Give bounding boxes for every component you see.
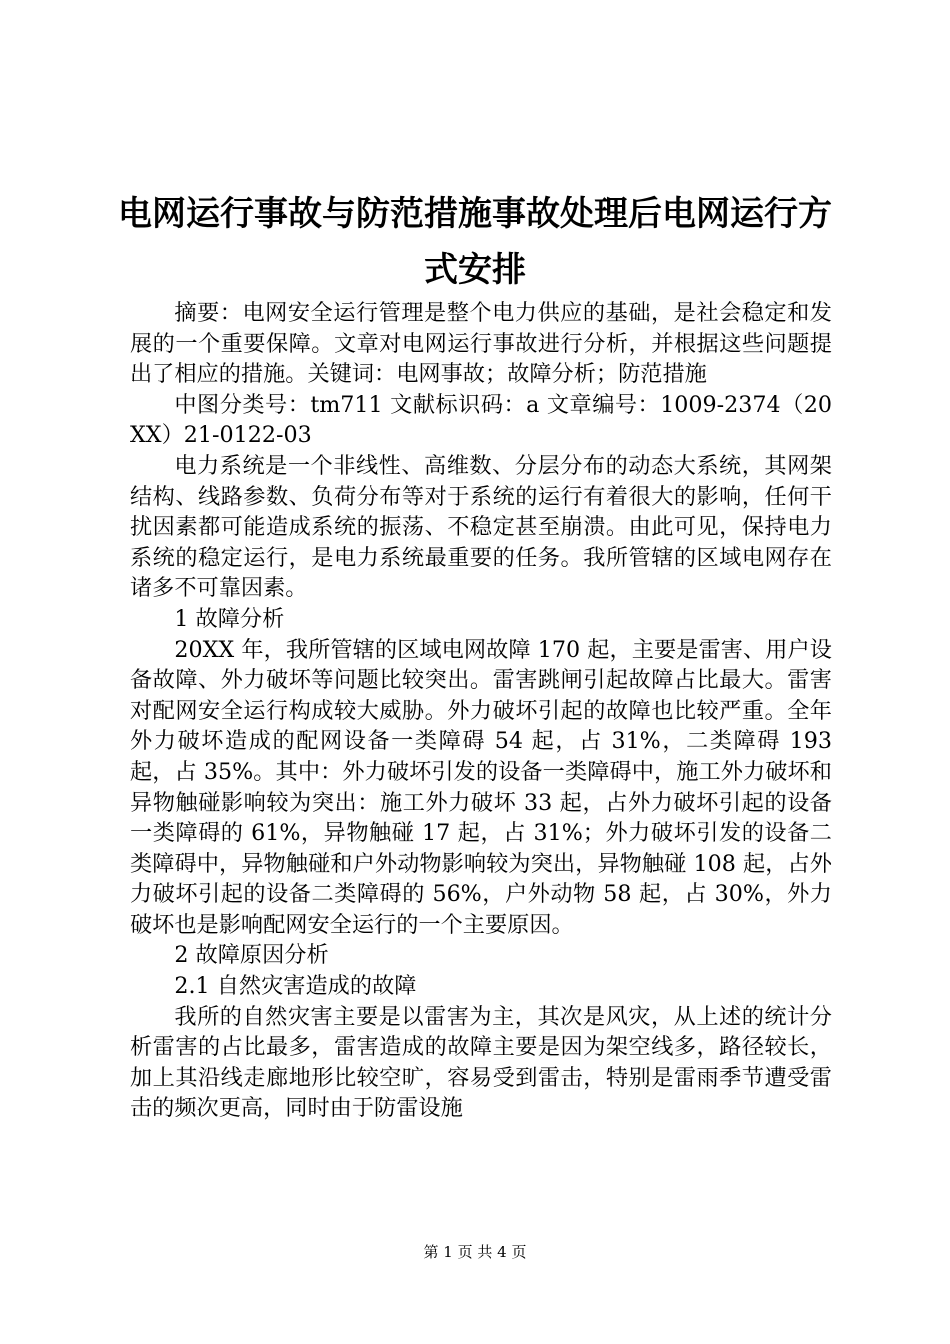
section-heading-2: 2 故障原因分析 — [174, 942, 329, 969]
document-body — [130, 298, 832, 1124]
intro-paragraph: 电力系统是一个非线性、高维数、分层分布的动态大系统，其网架结构、线路参数、负荷分布等对于系统的运行有着很大的影响，任何干扰因素都可能造成系统的振荡、不稳定甚至崩溃。由此可见，保持电力系统的稳定运行，是电力系统最重要的任务。我所管辖的区域电网存在诸多不可靠因素。 — [130, 452, 832, 602]
subsection-heading-2-1: 2.1 自然灾害造成的故障 — [174, 973, 417, 1000]
page-footer: 第 1 页 共 4 页 — [423, 1243, 527, 1261]
classification-paragraph: 中图分类号：tm711 文献标识码：a 文章编号：1009-2374（20XX）21-0122-03 — [130, 391, 832, 449]
fault-analysis-paragraph: 20XX 年，我所管辖的区域电网故障 170 起，主要是雷害、用户设备故障、外力破坏等问题比较突出。雷害跳闸引起故障占比最大。雷害对配网安全运行构成较大威胁。外力破坏引起的故障也比较严重。全年外力破坏造成的配网设备一类障碍 54 起，占 31%，二类障碍 193 起，占 35%。其中：外力破坏引发的设备一类障碍中，施工外力破坏和异物触碰影响较为突出：施工外力破坏 33 起，占外力破坏引起的设备一类障碍的 61%，异物触碰 17 起，占 31%；外力破坏引发的设备二类障碍中，异物触碰和户外动物影响较为突出，异物触碰 108 起，占外力破坏引起的设备二类障碍的 56%，户外动物 58 起，占 30%，外力破坏也是影响配网安全运行的一个主要原因。 — [130, 636, 832, 938]
document-title: 电网运行事故与防范措施事故处理后电网运行方式安排 — [118, 194, 832, 290]
natural-disaster-paragraph: 我所的自然灾害主要是以雷害为主，其次是风灾，从上述的统计分析雷害的占比最多，雷害造成的故障主要是因为架空线多，路径较长，加上其沿线走廊地形比较空旷，容易受到雷击，特别是雷雨季节遭受雷击的频次更高，同时由于防雷设施 — [130, 1003, 832, 1122]
section-heading-1: 1 故障分析 — [174, 605, 285, 632]
abstract-paragraph: 摘要：电网安全运行管理是整个电力供应的基础，是社会稳定和发展的一个重要保障。文章对电网运行事故进行分析，并根据这些问题提出了相应的措施。关键词：电网事故；故障分析；防范措施 — [130, 300, 832, 388]
